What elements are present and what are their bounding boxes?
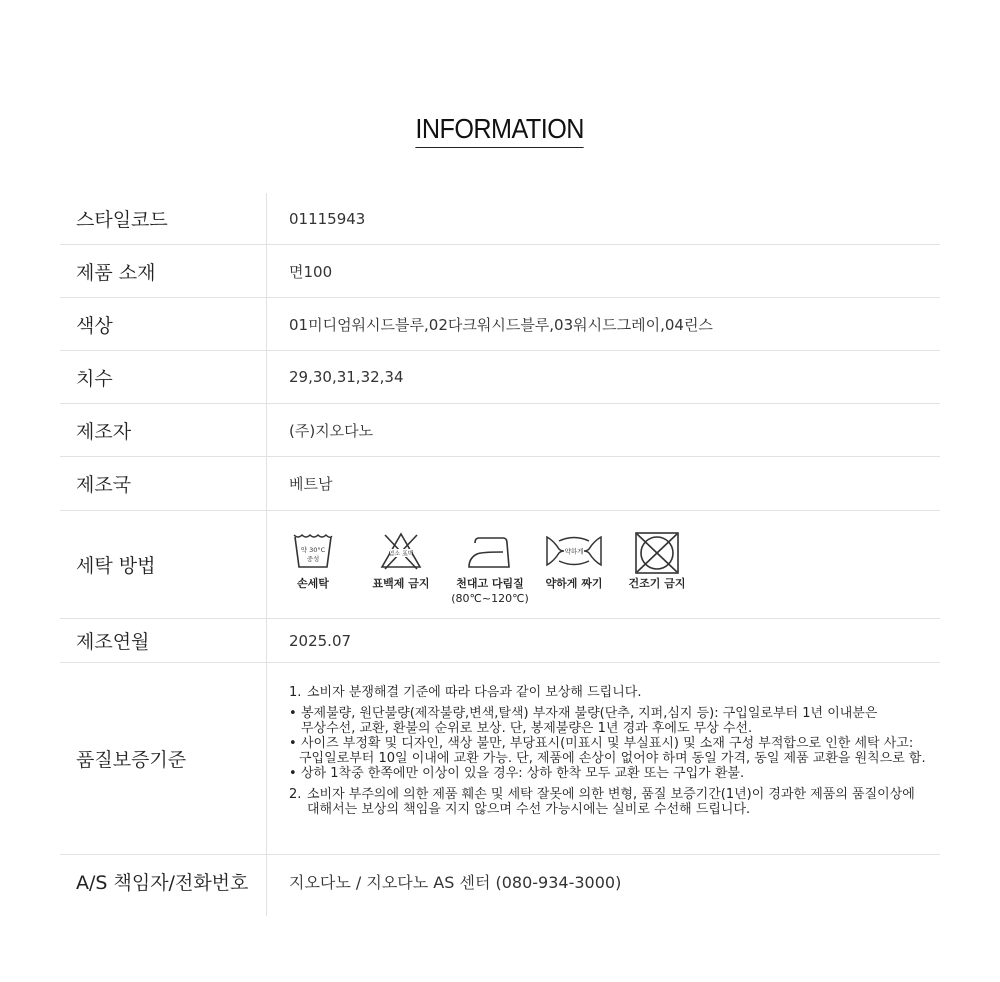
page-title: INFORMATION [416, 112, 585, 148]
wash-item [453, 531, 527, 605]
iron-temp-range: (80℃~120℃) [451, 591, 529, 605]
quality-text: 봉제불량, 원단불량(제작불량,변색,탈색) 부자재 불량(단추, 지퍼,심지 등): 구입일로부터 1년 이내분은 [301, 706, 878, 721]
quality-mark: 1. [289, 685, 302, 700]
quality-mark: • [289, 766, 297, 781]
wash-value [267, 511, 940, 618]
no-tumble-dry-icon [634, 531, 680, 575]
wring-gently-caption: 약하게 짜기 [545, 576, 603, 590]
quality-mark [289, 802, 307, 817]
quality-line [289, 706, 929, 721]
size-value: 29,30,31,32,34 [289, 368, 404, 386]
wash-item [289, 531, 337, 591]
quality-line [289, 736, 929, 751]
as-value: 지오다노 / 지오다노 AS 센터 (080-934-3000) [289, 873, 622, 892]
quality-text-block [289, 685, 929, 817]
maker-value: (주)지오다노 [289, 421, 374, 440]
table-row [60, 404, 940, 457]
quality-text: 소비자 분쟁해결 기준에 따라 다음과 같이 보상해 드립니다. [307, 685, 642, 700]
wash-item [371, 531, 431, 591]
table-row [60, 619, 940, 663]
table-row [60, 245, 940, 298]
quality-line [289, 751, 929, 766]
row-label: 색상 [60, 298, 267, 350]
iron-icon [465, 531, 515, 571]
hand-wash-detergent-text: 중성 [306, 554, 320, 563]
table-row [60, 511, 940, 619]
row-label: 스타일코드 [60, 193, 267, 244]
quality-text: 소비자 부주의에 의한 제품 훼손 및 세탁 잘못에 의한 변형, 품질 보증기간(1년)이 경과한 제품의 품질이상에 [307, 787, 915, 802]
row-label: 제조국 [60, 457, 267, 510]
row-label: A/S 책임자/전화번호 [60, 855, 267, 916]
quality-text: 사이즈 부정확 및 디자인, 색상 불만, 부당표시(미표시 및 부실표시) 및 소재 구성 부적합으로 인한 세탁 사고: [301, 736, 914, 751]
table-row [60, 663, 940, 855]
wring-gently-text: 약하게 [564, 547, 584, 555]
iron-caption: 천대고 다림질 [456, 576, 524, 590]
no-bleach-icon [379, 531, 423, 571]
row-label: 품질보증기준 [60, 663, 267, 854]
quality-text: 구입일로부터 10일 이내에 교환 가능. 단, 제품에 손상이 없어야 하며 동일 가격, 동일 제품 교환을 원칙으로 함. [299, 751, 926, 766]
no-bleach-text: 염소 표백 [388, 550, 414, 557]
date-value: 2025.07 [289, 631, 352, 650]
quality-mark: • [289, 706, 297, 721]
quality-line [289, 721, 929, 736]
row-label: 제조연월 [60, 619, 267, 662]
color-value: 01미디엄워시드블루,02다크워시드블루,03워시드그레이,04린스 [289, 315, 713, 334]
quality-text: 무상수선, 교환, 환불의 순위로 보상. 단, 봉제불량은 1년 경과 후에도 무상 수선. [301, 721, 753, 736]
info-table [60, 193, 940, 916]
quality-text: 대해서는 보상의 책임을 지지 않으며 수선 가능시에는 실비로 수선해 드립니다. [307, 802, 751, 817]
material-value: 면100 [289, 262, 333, 281]
table-row [60, 193, 940, 245]
table-row [60, 457, 940, 511]
quality-value [267, 663, 940, 854]
wash-item [543, 531, 605, 591]
row-label: 제조자 [60, 404, 267, 456]
wash-icons [289, 531, 687, 605]
row-label: 세탁 방법 [60, 511, 267, 618]
quality-line [289, 685, 929, 700]
style-code-value: 01115943 [289, 209, 366, 228]
quality-text: 상하 1착중 한쪽에만 이상이 있을 경우: 상하 한착 모두 교환 또는 구입가 환불. [301, 766, 745, 781]
row-label: 치수 [60, 351, 267, 403]
table-row [60, 351, 940, 404]
quality-line [289, 787, 929, 802]
table-row [60, 855, 940, 916]
row-label: 제품 소재 [60, 245, 267, 297]
quality-line [289, 766, 929, 781]
quality-mark: • [289, 736, 297, 751]
wring-gently-icon [544, 531, 604, 571]
no-bleach-caption: 표백제 금지 [372, 576, 430, 590]
no-tumble-dry-caption: 건조기 금지 [628, 576, 686, 590]
quality-mark: 2. [289, 787, 302, 802]
country-value: 베트남 [289, 475, 333, 493]
quality-mark [289, 751, 299, 766]
quality-mark [289, 721, 301, 736]
quality-line [289, 802, 929, 817]
page-title-wrap [0, 112, 1000, 148]
hand-wash-temp-text: 약 30°C [300, 545, 326, 554]
table-row [60, 298, 940, 351]
hand-wash-caption: 손세탁 [297, 576, 329, 590]
wash-item [627, 531, 687, 591]
hand-wash-icon [291, 531, 335, 571]
